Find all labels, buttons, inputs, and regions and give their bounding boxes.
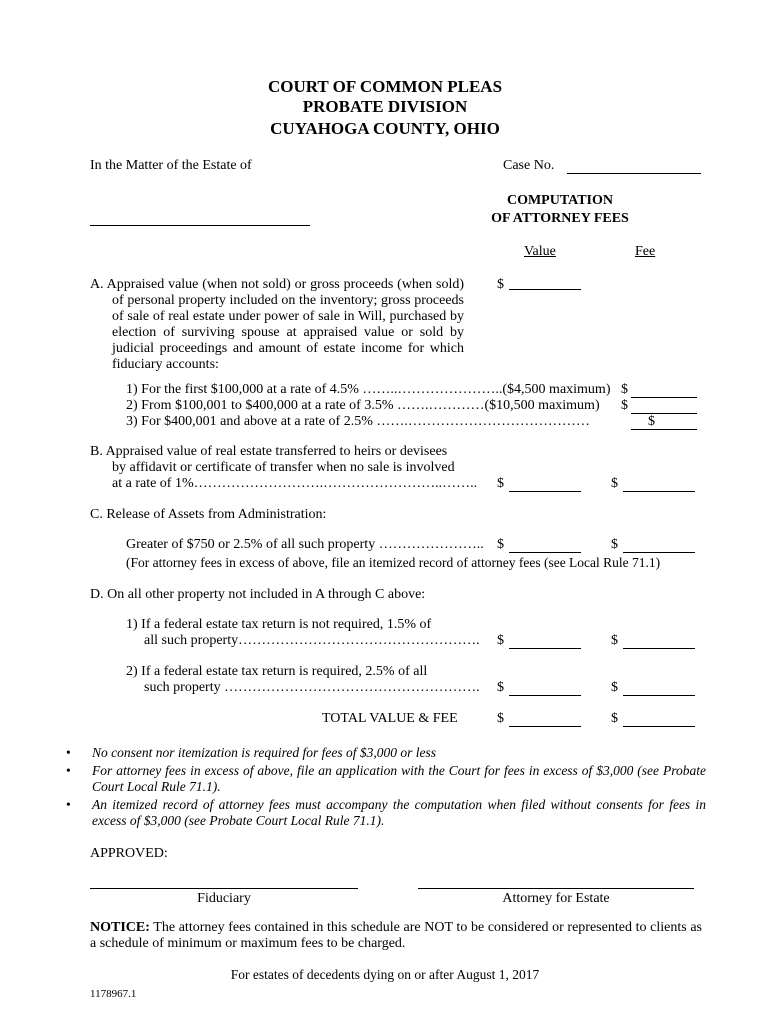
section-d-item1-line1: 1) If a federal estate tax return is not required, 1.5% of bbox=[126, 617, 432, 632]
attorney-label: Attorney for Estate bbox=[502, 891, 610, 906]
section-b-line3: at a rate of 1%……………………….……………………..…….. bbox=[112, 476, 478, 491]
section-c-fee-field[interactable] bbox=[623, 537, 695, 553]
form-number: 1178967.1 bbox=[90, 988, 137, 1000]
applicability-note: For estates of decedents dying on or after August 1, 2017 bbox=[230, 967, 540, 982]
note-bullet: • No consent nor itemization is required for fees of $3,000 or less bbox=[66, 745, 706, 761]
notes-list bbox=[66, 745, 706, 831]
section-b-line1: B. Appraised value of real estate transferred to heirs or devisees bbox=[90, 444, 448, 459]
notice-paragraph bbox=[90, 920, 702, 952]
section-a-dollar: $ bbox=[497, 277, 504, 292]
estate-name-field[interactable] bbox=[90, 210, 310, 226]
section-d-item1-line2: all such property……………………………………………. bbox=[144, 633, 480, 648]
form-title-line2: OF ATTORNEY FEES bbox=[491, 211, 629, 226]
county-name: CUYAHOGA COUNTY, OHIO bbox=[270, 119, 500, 138]
section-d-title: D. On all other property not included in A through C above: bbox=[90, 587, 426, 602]
section-a-text: A. Appraised value (when not sold) or gross proceeds (when sold) of personal property included on the inventory; gross proceeds of sale of real estate under power of sale in Will, purchased by election of surviving spouse at appraised value or sold by judicial proceedings and amount of estate income for which fiduciary accounts: bbox=[90, 277, 464, 372]
fiduciary-label: Fiduciary bbox=[197, 891, 251, 906]
section-c-line1: Greater of $750 or 2.5% of all such property ………………….. bbox=[126, 537, 484, 552]
total-fee-field[interactable] bbox=[623, 711, 695, 727]
fee-column-header: Fee bbox=[635, 244, 656, 259]
section-d-item2-fee-field[interactable] bbox=[623, 680, 695, 696]
tier-3-fee-field[interactable] bbox=[631, 414, 697, 430]
note-bullet: • For attorney fees in excess of above, file an application with the Court for fees in excess of $3,000 (see Probate Court Local Rule 71.1). bbox=[66, 763, 706, 795]
note-bullet: • An itemized record of attorney fees must accompany the computation when filed without consents for fees in excess of $3,000 (see Probate Court Local Rule 71.1). bbox=[66, 797, 706, 829]
tier-2-dollar: $ bbox=[621, 398, 628, 413]
case-number-field[interactable] bbox=[567, 158, 701, 174]
section-d-item1-fee-field[interactable] bbox=[623, 633, 695, 649]
section-b-fee-field[interactable] bbox=[623, 476, 695, 492]
section-d-item1-fee-dollar: $ bbox=[611, 633, 618, 648]
total-label: TOTAL VALUE & FEE bbox=[322, 711, 458, 726]
section-d-item2-line1: 2) If a federal estate tax return is required, 2.5% of all bbox=[126, 664, 428, 679]
attorney-signature-line[interactable] bbox=[418, 874, 694, 889]
total-fee-dollar: $ bbox=[611, 711, 618, 726]
section-b-value-field[interactable] bbox=[509, 476, 581, 492]
fiduciary-signature-line[interactable] bbox=[90, 874, 358, 889]
section-c-note: (For attorney fees in excess of above, file an itemized record of attorney fees (see Local Rule 71.1) bbox=[126, 555, 661, 570]
tier-3-dollar: $ bbox=[648, 414, 655, 429]
tier-3-label: 3) For $400,001 and above at a rate of 2.5% …….………………………………… bbox=[126, 414, 590, 429]
section-b-value-dollar: $ bbox=[497, 476, 504, 491]
tier-1-fee-field[interactable] bbox=[631, 382, 697, 398]
value-column-header: Value bbox=[524, 244, 556, 259]
section-b-line2: by affidavit or certificate of transfer when no sale is involved bbox=[112, 460, 455, 475]
tier-2-label: 2) From $100,001 to $400,000 at a rate of 3.5% …….…………($10,500 maximum) bbox=[126, 398, 600, 413]
notice-label: NOTICE: bbox=[90, 920, 150, 935]
approved-label: APPROVED: bbox=[90, 846, 168, 861]
tier-1-dollar: $ bbox=[621, 382, 628, 397]
notice-text: The attorney fees contained in this schedule are NOT to be considered or represented to clients as a schedule of minimum or maximum fees to be charged. bbox=[90, 920, 702, 951]
section-c-title: C. Release of Assets from Administration: bbox=[90, 507, 327, 522]
tier-2-fee-field[interactable] bbox=[631, 398, 697, 414]
total-value-field[interactable] bbox=[509, 711, 581, 727]
form-title-line1: COMPUTATION bbox=[506, 193, 614, 208]
division-name: PROBATE DIVISION bbox=[302, 97, 468, 116]
section-d-item1-value-dollar: $ bbox=[497, 633, 504, 648]
section-c-fee-dollar: $ bbox=[611, 537, 618, 552]
section-d-item2-value-dollar: $ bbox=[497, 680, 504, 695]
section-b-fee-dollar: $ bbox=[611, 476, 618, 491]
section-c-value-dollar: $ bbox=[497, 537, 504, 552]
estate-matter-label: In the Matter of the Estate of bbox=[90, 158, 252, 173]
section-d-item1-value-field[interactable] bbox=[509, 633, 581, 649]
total-value-dollar: $ bbox=[497, 711, 504, 726]
case-number-label: Case No. bbox=[503, 158, 555, 173]
section-a-value-field[interactable] bbox=[509, 277, 581, 290]
tier-1-label: 1) For the first $100,000 at a rate of 4.5% ……..…………………..($4,500 maximum) bbox=[126, 382, 611, 397]
section-c-value-field[interactable] bbox=[509, 537, 581, 553]
section-d-item2-fee-dollar: $ bbox=[611, 680, 618, 695]
court-name: COURT OF COMMON PLEAS bbox=[267, 77, 503, 96]
section-d-item2-value-field[interactable] bbox=[509, 680, 581, 696]
section-d-item2-line2: such property ………………………………………………. bbox=[144, 680, 480, 695]
